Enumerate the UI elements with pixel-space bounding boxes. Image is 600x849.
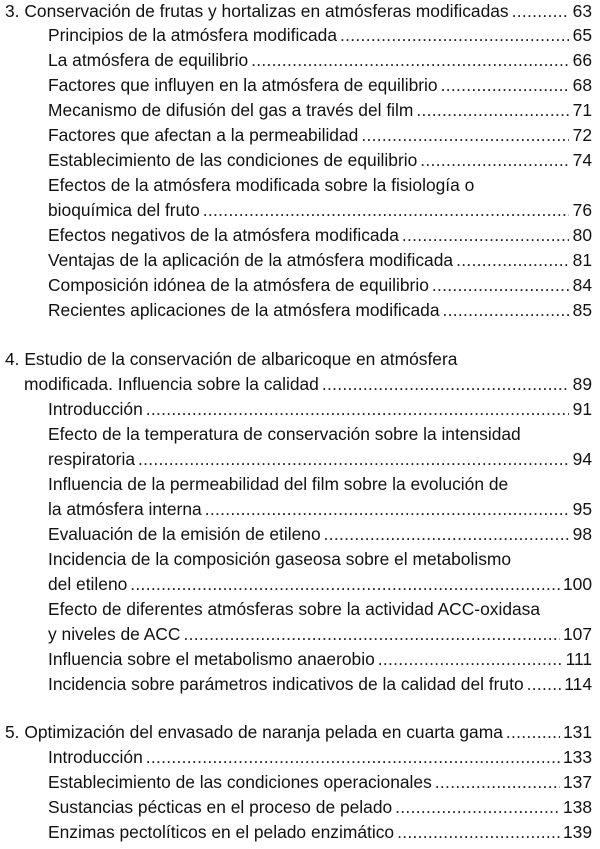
leader-dots — [324, 524, 569, 545]
toc-entry-label: Efecto de la temperatura de conservación sobre la intensidad — [48, 424, 521, 444]
toc-page-number: 66 — [572, 50, 592, 70]
toc-page-number: 68 — [572, 75, 592, 95]
toc-entry-section-4 — [0, 349, 600, 373]
toc-page-number: 111 — [565, 649, 592, 669]
toc-entry — [0, 50, 600, 74]
toc-entry — [0, 822, 600, 846]
toc-entry — [0, 772, 600, 796]
toc-entry-label: Principios de la atmósfera modificada — [48, 25, 338, 45]
toc-entry-label: Evaluación de la emisión de etileno — [48, 524, 321, 544]
toc-entry-label: Introducción — [48, 399, 143, 419]
leader-dots — [456, 250, 569, 271]
toc-entry — [0, 524, 600, 548]
toc-entry-label: Establecimiento de las condiciones de equilibrio — [48, 150, 418, 170]
toc-entry-continuation — [0, 449, 600, 473]
leader-dots — [435, 772, 560, 793]
toc-entry — [0, 747, 600, 771]
toc-entry — [0, 599, 600, 623]
toc-page-number: 76 — [572, 200, 592, 220]
toc-entry-continuation — [0, 574, 600, 598]
toc-entry-continuation — [0, 499, 600, 523]
toc-entry-label: Factores que afectan a la permeabilidad — [48, 125, 359, 145]
toc-entry — [0, 75, 600, 99]
toc-page-number: 63 — [572, 1, 592, 21]
toc-entry — [0, 250, 600, 274]
toc-entry-label: Composición idónea de la atmósfera de equilibrio — [48, 275, 429, 295]
toc-entry — [0, 549, 600, 573]
leader-dots — [146, 399, 569, 420]
toc-entry-label: Recientes aplicaciones de la atmósfera modificada — [48, 300, 440, 320]
toc-page-number: 72 — [572, 125, 592, 145]
leader-dots — [402, 225, 569, 246]
toc-page-number: 91 — [572, 399, 592, 419]
leader-dots — [130, 574, 560, 595]
toc-entry — [0, 175, 600, 199]
toc-entry-label: Efecto de diferentes atmósferas sobre la actividad ACC-oxidasa — [48, 599, 541, 619]
leader-dots — [340, 25, 569, 46]
toc-page-number: 84 — [572, 275, 592, 295]
toc-section-title: modificada. Influencia sobre la calidad — [24, 374, 319, 394]
toc-entry-label: Ventajas de la aplicación de la atmósfera modificada — [48, 250, 454, 270]
leader-dots — [203, 200, 569, 221]
toc-page-number: 114 — [564, 674, 592, 694]
toc-entry-label: Efectos negativos de la atmósfera modificada — [48, 225, 399, 245]
toc-section-title: 3. Conservación de frutas y hortalizas en atmósferas modificadas — [5, 1, 509, 21]
toc-page-number: 138 — [562, 797, 592, 817]
toc-entry-label: Incidencia sobre parámetros indicativos de la calidad del fruto — [48, 674, 524, 694]
leader-dots — [322, 374, 569, 395]
toc-page-number: 139 — [562, 822, 592, 842]
toc-page-number: 95 — [572, 499, 592, 519]
toc-entry — [0, 150, 600, 174]
toc-entry-label: Introducción — [48, 747, 143, 767]
leader-dots — [443, 300, 569, 321]
toc-entry-label: Sustancias pécticas en el proceso de pelado — [48, 797, 393, 817]
toc-entry-label: Efectos de la atmósfera modificada sobre la fisiología o — [48, 175, 475, 195]
toc-entry-section-5 — [0, 722, 600, 746]
leader-dots — [416, 100, 569, 121]
toc-entry — [0, 25, 600, 49]
toc-entry-label: Establecimiento de las condiciones operacionales — [48, 772, 432, 792]
toc-entry-label: y niveles de ACC — [48, 624, 181, 644]
leader-dots — [146, 747, 560, 768]
toc-page-number: 137 — [562, 772, 592, 792]
leader-dots — [138, 449, 569, 470]
toc-page-number: 81 — [572, 250, 592, 270]
toc-entry-section-3 — [0, 1, 600, 25]
toc-entry-label: Incidencia de la composición gaseosa sobre el metabolismo — [48, 549, 512, 569]
leader-dots — [506, 722, 560, 743]
leader-dots — [397, 822, 560, 843]
toc-entry-label: la atmósfera interna — [48, 499, 202, 519]
toc-entry — [0, 424, 600, 448]
toc-entry-continuation — [0, 624, 600, 648]
toc-entry — [0, 649, 600, 673]
toc-entry — [0, 125, 600, 149]
toc-entry — [0, 225, 600, 249]
toc-page-number: 98 — [572, 524, 592, 544]
leader-dots — [395, 797, 560, 818]
toc-entry-label: Enzimas pectolíticos en el pelado enzimático — [48, 822, 395, 842]
toc-page-number: 65 — [572, 25, 592, 45]
toc-entry-continuation — [0, 200, 600, 224]
toc-page-number: 107 — [562, 624, 592, 644]
leader-dots — [420, 150, 569, 171]
leader-dots — [512, 1, 569, 22]
toc-page-number: 85 — [572, 300, 592, 320]
leader-dots — [205, 499, 569, 520]
toc-page-number: 94 — [572, 449, 592, 469]
toc-entry-label: La atmósfera de equilibrio — [48, 50, 249, 70]
leader-dots — [183, 624, 560, 645]
toc-page-number: 80 — [572, 225, 592, 245]
leader-dots — [441, 75, 569, 96]
toc-entry — [0, 399, 600, 423]
toc-entry-label: Influencia de la permeabilidad del film sobre la evolución de — [48, 474, 509, 494]
leader-dots — [527, 674, 562, 695]
toc-section-title: 5. Optimización del envasado de naranja pelada en cuarta gama — [5, 722, 503, 742]
toc-page-number: 89 — [572, 374, 592, 394]
toc-entry-label: Mecanismo de difusión del gas a través del film — [48, 100, 414, 120]
toc-entry — [0, 300, 600, 324]
toc-page-number: 131 — [562, 722, 592, 742]
toc-entry-label: respiratoria — [48, 449, 135, 469]
toc-entry-continuation — [0, 374, 600, 398]
leader-dots — [251, 50, 569, 71]
toc-entry — [0, 674, 600, 698]
leader-dots — [378, 649, 563, 670]
leader-dots — [432, 275, 569, 296]
toc-entry — [0, 797, 600, 821]
leader-dots — [361, 125, 569, 146]
toc-entry-label: del etileno — [48, 574, 128, 594]
toc-entry-label: Influencia sobre el metabolismo anaerobio — [48, 649, 375, 669]
toc-entry — [0, 100, 600, 124]
toc-entry — [0, 275, 600, 299]
toc-page-number: 100 — [562, 574, 592, 594]
toc-section-title: 4. Estudio de la conservación de albaricoque en atmósfera — [5, 349, 458, 369]
toc-page-number: 74 — [572, 150, 592, 170]
toc-page-number: 133 — [562, 747, 592, 767]
toc-entry — [0, 474, 600, 498]
toc-page-number: 71 — [572, 100, 592, 120]
toc-entry-label: Factores que influyen en la atmósfera de equilibrio — [48, 75, 438, 95]
toc-entry-label: bioquímica del fruto — [48, 200, 200, 220]
